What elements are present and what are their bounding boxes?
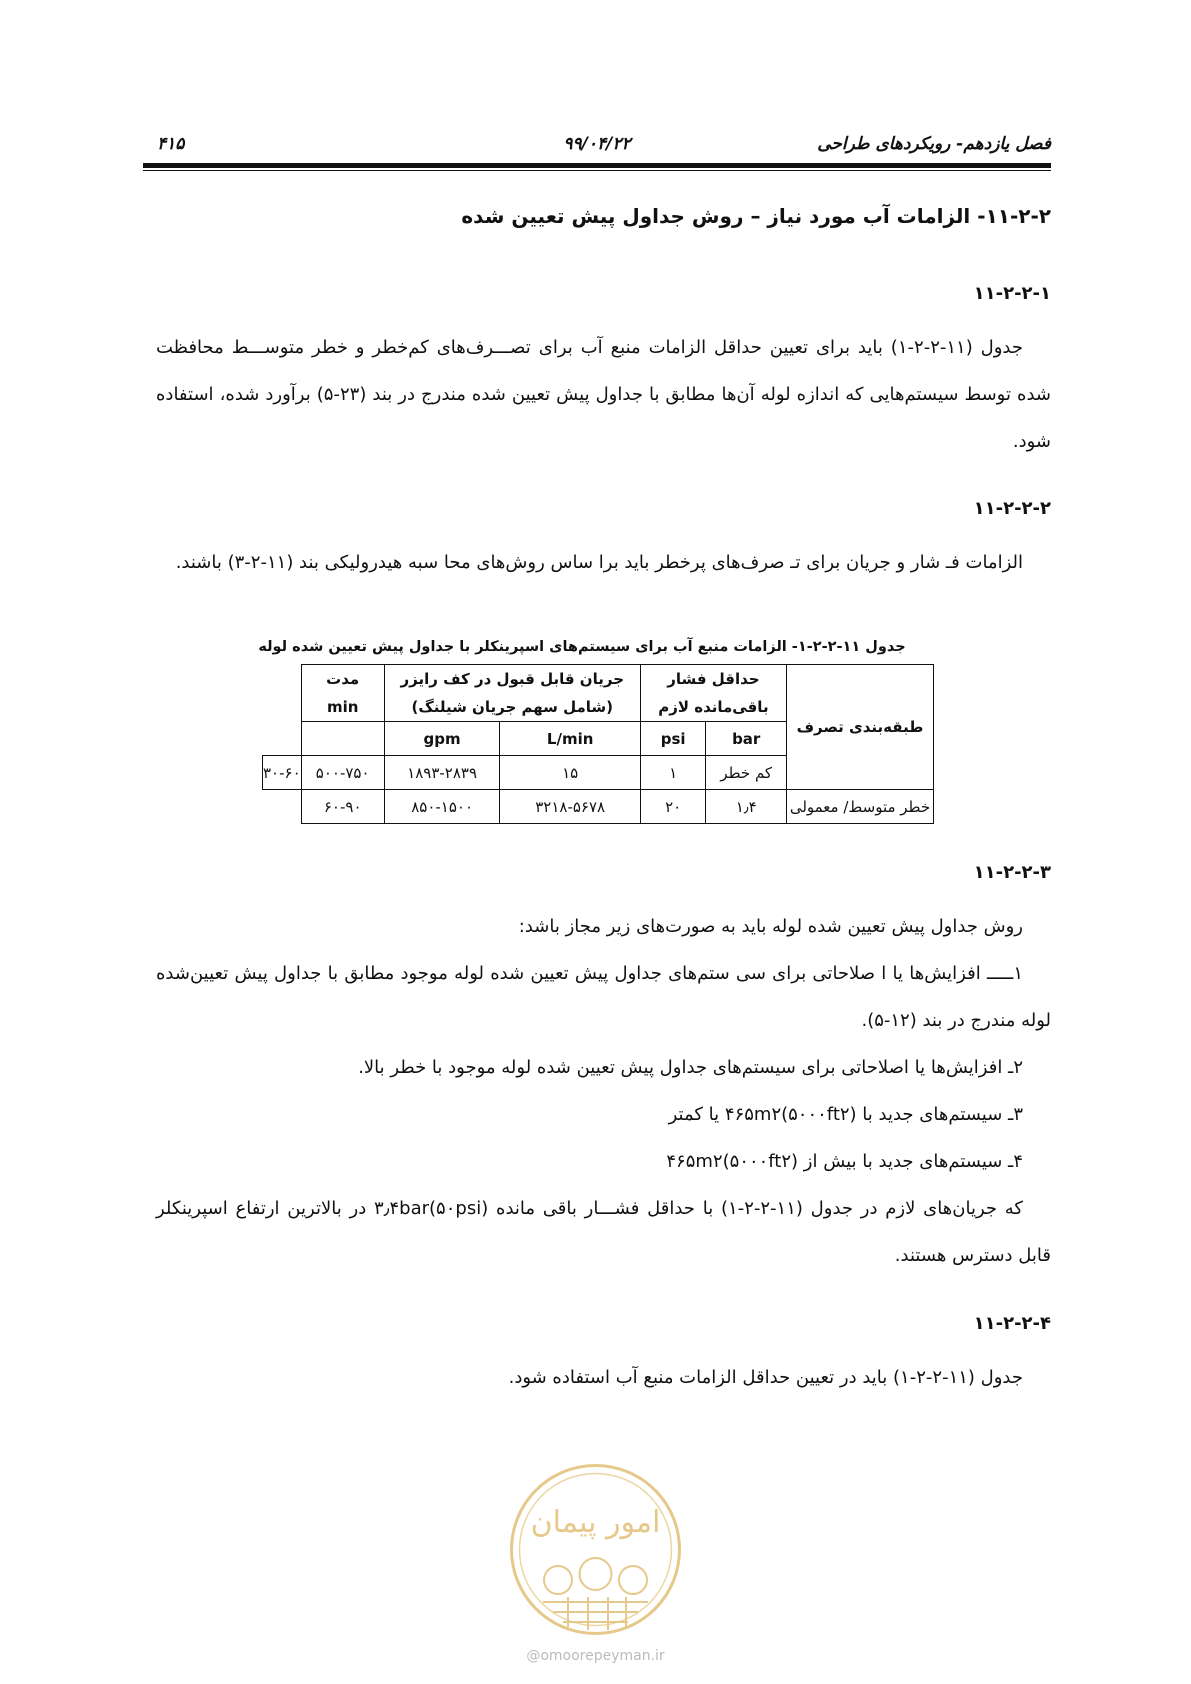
row-bar: ۱٫۴	[706, 790, 787, 824]
table-row	[263, 790, 934, 824]
row-psi: ۲۰	[640, 790, 706, 824]
header-category: طبقه‌بندی تصرف	[786, 665, 933, 790]
header-duration-empty	[301, 722, 384, 756]
row-gpm: ۸۵۰-۱۵۰۰	[384, 790, 500, 824]
list-item-4: ۴ـ سیستم‌های جدید با بیش از ۴۶۵m۲(۵۰۰۰ft۲)	[666, 1151, 1023, 1172]
header-lmin: L/min	[500, 722, 640, 756]
header-duration	[301, 665, 384, 722]
list-item-3: ۳ـ سیستم‌های جدید با ۴۶۵m۲(۵۰۰۰ft۲) یا کمتر	[668, 1104, 1023, 1125]
list-item-2: ۲ـ افزایش‌ها یا اصلاحاتی برای سیستم‌های جداول پیش تعیین شده لوله موجود با خطر بالا.	[358, 1057, 1023, 1078]
page-number: ۴۱۵	[157, 134, 185, 154]
chapter-title: فصل یازدهم- رویکردهای طراحی	[817, 134, 1051, 154]
header-psi: psi	[640, 722, 706, 756]
header-bar: bar	[706, 722, 787, 756]
header-flow-line1: جریان قابل قبول در کف رایزر	[400, 670, 625, 688]
subsection-number-1: ۱۱-۲-۲-۱	[973, 283, 1051, 304]
subsection-number-3: ۱۱-۲-۲-۳	[973, 862, 1051, 883]
subsection-paragraph-1: جدول (۱۱-۲-۲-۱) باید برای تعیین حداقل الزامات منبع آب برای تصـــرف‌های کم‌خطر و خطر متوســـط محافظت شده توسط سیستم‌هایی که اندازه لوله آن‌ها مطابق با جداول پیش تعیین شده مندرج در بند (۲۳-۵) برآورد شده، استفاده شود.	[156, 337, 1051, 452]
header-flow-line2: (شامل سهم جریان شیلنگ)	[411, 698, 614, 716]
page-header	[143, 134, 1051, 158]
subsection-paragraph-2: الزامات فـ شار و جریان برای تـ صرف‌های پرخطر باید برا ساس روش‌های محا سبه هیدرولیکی بند (۱۱-۲-۳) باشند.	[175, 552, 1023, 573]
watermark-logo-text: امور پیمان	[530, 1505, 661, 1540]
table-caption: جدول ۱۱-۲-۲-۱- الزامات منبع آب برای سیستم‌های اسپرینکلر با جداول پیش تعیین شده لوله	[258, 639, 906, 655]
header-rule-thin	[143, 170, 1051, 171]
row-duration: ۶۰-۹۰	[301, 790, 384, 824]
row-category: خطر متوسط/ معمولی	[786, 790, 933, 824]
water-requirements-table	[262, 664, 934, 824]
header-rule-thick	[143, 163, 1051, 168]
header-date: ۹۹/۰۴/۲۲	[563, 134, 631, 154]
row-duration: ۳۰-۶۰	[263, 756, 302, 790]
row-lmin: ۳۲۱۸-۵۶۷۸	[500, 790, 640, 824]
row-gpm: ۵۰۰-۷۵۰	[301, 756, 384, 790]
row-lmin: ۱۸۹۳-۲۸۳۹	[384, 756, 500, 790]
header-flow	[384, 665, 640, 722]
subsection-number-4: ۱۱-۲-۲-۴	[973, 1313, 1051, 1334]
row-category: کم خطر	[706, 756, 787, 790]
header-duration-line1: مدت	[326, 670, 360, 688]
subsection-paragraph-4: جدول (۱۱-۲-۲-۱) باید در تعیین حداقل الزامات منبع آب استفاده شود.	[508, 1367, 1023, 1388]
section-title: ۱۱-۲-۲- الزامات آب مورد نیاز – روش جداول پیش تعیین شده	[461, 204, 1051, 228]
subsection-number-2: ۱۱-۲-۲-۲	[973, 498, 1051, 519]
watermark-seal-icon	[508, 1462, 683, 1637]
list-item-1: ۱ـــــ افزایش‌ها یا ا صلاحاتی برای سی ستم‌های جداول پیش تعیین شده لوله موجود مطابق با جداول پیش تعیین‌شده لوله مندرج در بند (۱۲-۵).	[156, 963, 1051, 1031]
header-pressure-line1: حداقل فشار	[667, 670, 760, 688]
header-pressure-line2: باقی‌مانده لازم	[658, 698, 769, 716]
header-pressure	[640, 665, 786, 722]
row-psi: ۱۵	[500, 756, 640, 790]
row-bar: ۱	[640, 756, 706, 790]
subsection-closing-3: که جریان‌های لازم در جدول (۱۱-۲-۲-۱) با حداقل فشـــار باقی مانده ۳٫۴bar(۵۰psi) در بالاترین ارتفاع اسپرینکلر قابل دسترس هستند.	[156, 1198, 1051, 1266]
header-gpm: gpm	[384, 722, 500, 756]
header-duration-line2: min	[326, 698, 359, 716]
subsection-intro-3: روش جداول پیش تعیین شده لوله باید به صورت‌های زیر مجاز باشد:	[518, 916, 1023, 937]
watermark-url: @omoorepeyman.ir	[526, 1648, 665, 1664]
